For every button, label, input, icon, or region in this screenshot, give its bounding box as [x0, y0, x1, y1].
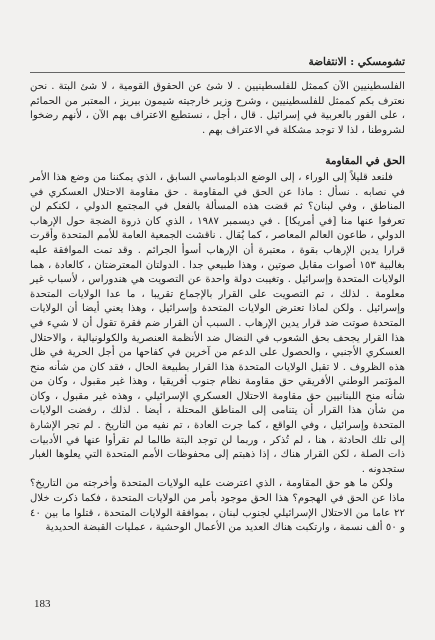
intro-paragraph: الفلسطينيين الآن كممثل للفلسطينيين . لا شئ عن الحقوق القومية ، لا شئ البتة . نحن نعترف بكم كممثل للفلسطينيين ، وشرح وزير خارجيته شيمون بيريز ، المعتبر من الحمائم ، على الفور بالعربية في إسرائيل . قال ، أجل ، نستطيع الاعتراف بهم الآن ، لأنهم رضخوا لشروطنا ، لذا لا توجد مشكلة في الاعتراف بهم . — [30, 81, 405, 136]
running-header: تشومسكي : الانتفاضة — [308, 56, 405, 68]
page-content — [30, 80, 405, 536]
section-title: الحق في المقاومة — [325, 155, 405, 168]
body-paragraph-1: فلنعد قليلاً إلى الوراء ، إلى الوضع الدبلوماسي السابق ، الذي يمكننا من وضع هذا الأمر في نصابه . نسأل : ماذا عن الحق في المقاومة . حق مقاومة الاحتلال العسكري في المناطق ، وفي لبنان؟ ثم قضت هذه المسألة بالفعل في المجتمع الدولي ، لكنكم لن تعرفوا عنها منا [في أمريكا] . في ديسمبر ١٩٨٧ ، الذي كان ذروة الضجة حول الإرهاب الدولي ، طاعون العالم المعاصر ، كما يُقال . ناقشت الجمعية العامة للأمم المتحدة وأقرت قرارا يدين الإرهاب بقوة ، معتبرة أن الإرهاب أسوأ الجرائم . وقد تمت الموافقة عليه بغالبية ١٥٣ أصوات مقابل صوتين ، وهذا طبيعي جدا . الدولتان المعترضتان ، كالعادة ، هما الولايات المتحدة وإسرائيل . وتغيبت دولة واحدة عن التصويت هي هندوراس ، لأسباب غير معلومة . لذلك ، تم التصويت على القرار بالإجماع تقريبا ، ما عدا الولايات المتحدة وإسرائيل . ولكن لماذا تعترض الولايات المتحدة وإسرائيل ، وهذا يعني أيضا أن الولايات المتحدة صوتت ضد قرار يدين الإرهاب . السبب أن القرار ضم فقرة تقول أن لا شيء في هذا القرار يجحف بحق الشعوب في النضال ضد الأنظمة العنصرية والكولونيالية ، والاحتلال العسكري الأجنبي ، والحصول على الدعم من آخرين في كفاحها من أجل الحرية في ظل هذه الظروف . لا تقبل الولايات المتحدة هذا القرار بطبيعة الحال ، فقد كان من شأنه منح المؤتمر الوطني الأفريقي حق مقاومة نظام جنوب أفريقيا ، وهذا غير مقبول ، وكان من شأنه منح اللبنانيين حق مقاومة الاحتلال العسكري الإسرائيلي ، وهذه غير مقبول ، وكان من شأن هذا القرار أن يتنامى إلى المناطق المحتلة ، أيضا . لذلك ، رفضت الولايات المتحدة وإسرائيل ، وفي الواقع ، كما جرت العادة ، تم نفيه من التاريخ . لم تجر الإشارة إلى تلك الحادثة ، هنا ، لم تُذكر ، وربما لن توجد البتة طالما لم تقرأوا عنها في الأدبيات ذات الصلة ، لكن القرار هناك ، إذا ذهبتم إلى محفوظات الأمم المتحدة التي يعلوها الغبار ستجدونه . — [30, 171, 405, 475]
page-number: 183 — [34, 598, 51, 610]
body-paragraph-2: ولكن ما هو حق المقاومة ، الذي اعترضت عليه الولايات المتحدة وأخرجته من التاريخ؟ ماذا عن الحق في الهجوم؟ هذا الحق موجود بأمر من الولايات المتحدة ، فكما ذكرت خلال ٢٢ عاما من الاحتلال الإسرائيلي لجنوب لبنان ، بموافقة الولايات المتحدة ، قتلوا ما بين ٤٠ و ٥٠ ألف نسمة ، وارتكبت هناك العديد من الأعمال الوحشية ، عمليات القبضة الحديدية — [30, 478, 405, 534]
header-rule — [30, 72, 405, 73]
